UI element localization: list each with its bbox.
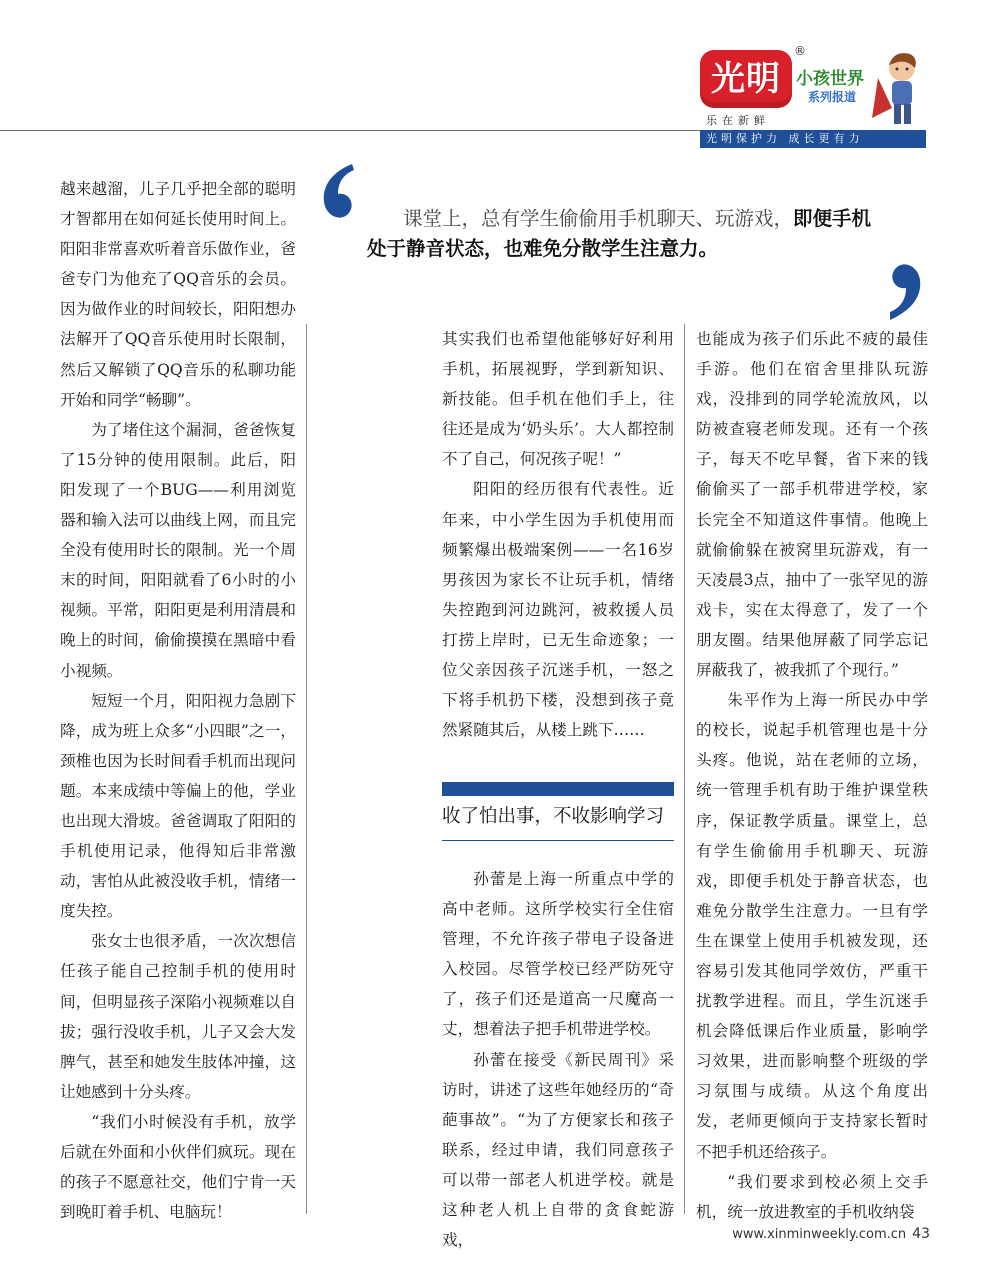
paragraph: 张女士也很矛盾，一次次想信任孩子能自己控制手机的使用时间，但明显孩子深陷小视频难以自拔；强行没收手机，儿子又会大发脾气，甚至和她发生肢体冲撞，这让她感到十分头疼。 — [60, 932, 296, 1101]
brand-tagline-bar: 光明保护力 成长更有力 — [700, 130, 926, 148]
column-divider — [684, 324, 685, 1214]
brand-slogan: 乐在新鲜 — [706, 114, 770, 127]
article-column-1 — [60, 174, 296, 1227]
paragraph: 阳阳的经历很有代表性。近年来，中小学生因为手机使用而频繁爆出极端案例——一名16岁男孩因为家长不让玩手机，情绪失控跑到河边跳河，被救援人员打捞上岸时，已无生命迹象；一位父亲因孩子沉迷手机，一怒之下将手机扔下楼，没想到孩子竟然紧随其后，从楼上跳下…… — [442, 480, 674, 740]
paragraph: 也能成为孩子们乐此不疲的最佳手游。他们在宿舍里排队玩游戏，没排到的同学轮流放风，以防被查寝老师发现。还有一个孩子，每天不吃早餐，省下来的钱偷偷买了一部手机带进学校，家长完全不知道这件事情。他晚上就偷偷躲在被窝里玩游戏，有一天凌晨3点，抽中了一张罕见的游戏卡，实在太得意了，发了一个朋友圈。结果他屏蔽了同学忘记屏蔽我了，被我抓了个现行。” — [696, 330, 928, 680]
superhero-kid-icon — [870, 48, 928, 128]
column-divider — [306, 324, 307, 1214]
paragraph: “我们小时候没有手机，放学后就在外面和小伙伴们疯玩。现在的孩子不愿意社交，他们宁肯一天到晚盯着手机、电脑玩！ — [60, 1112, 296, 1222]
pull-quote — [367, 204, 882, 264]
paragraph: 朱平作为上海一所民办中学的校长，说起手机管理也是十分头疼。他说，站在老师的立场，统一管理手机有助于维护课堂秩序，保证教学质量。课堂上，总有学生偷偷用手机聊天、玩游戏，即便手机处于静音状态，也难免分散学生注意力。一旦有学生在课堂上使用手机被发现，还容易引发其他同学效仿，严重干扰教学进程。而且，学生沉迷手机会降低课后作业质量，影响学习效果，进而影响整个班级的学习氛围与成绩。从这个角度出发，老师更倾向于支持家长暂时不把手机还给孩子。 — [696, 691, 928, 1161]
paragraph: 越来越溜，儿子几乎把全部的聪明才智都用在如何延长使用时间上。阳阳非常喜欢听着音乐做作业，爸爸专门为他充了QQ音乐的会员。因为做作业的时间较长，阳阳想办法解开了QQ音乐使用时长限制，然后又解锁了QQ音乐的私聊功能开始和同学“畅聊”。 — [60, 180, 296, 409]
brand-block — [700, 44, 930, 152]
page-footer — [732, 1226, 930, 1242]
registered-mark: ® — [794, 44, 806, 58]
pull-quote-normal: 课堂上，总有学生偷偷用手机聊天、玩游戏， — [403, 207, 794, 230]
article-column-2-lower — [442, 864, 674, 1255]
close-quote-icon — [884, 258, 928, 322]
pull-quote-bold: 即便手机处于静音状态，也难免分散学生注意力。 — [367, 207, 872, 260]
paragraph: 孙蕾是上海一所重点中学的高中老师。这所学校实行全住宿管理，不允许孩子带电子设备进入校园。尽管学校已经严防死守了，孩子们还是道高一尺魔高一丈，想着法子把手机带进学校。 — [442, 870, 674, 1039]
article-column-3 — [696, 324, 928, 1227]
section-underline — [442, 840, 674, 841]
series-subtitle: 系列报道 — [808, 90, 857, 104]
series-title: 小孩世界 — [796, 69, 864, 89]
paragraph: 其实我们也希望他能够好好利用手机，拓展视野，学到新知识、新技能。但手机在他们手上，往往还是成为‘奶头乐’。大人都控制不了自己，何况孩子呢！” — [442, 330, 674, 469]
paragraph: 短短一个月，阳阳视力急剧下降，成为班上众多“小四眼”之一，颈椎也因为长时间看手机而出现问题。本来成绩中等偏上的他，学业也出现大滑坡。爸爸调取了阳阳的手机使用记录，他得知后非常激动，害怕从此被没收手机，情绪一度失控。 — [60, 691, 296, 921]
page-number: 43 — [912, 1226, 930, 1242]
section-heading: 收了怕出事，不收影响学习 — [442, 806, 665, 827]
open-quote-icon — [316, 162, 356, 224]
section-bar — [442, 782, 674, 796]
paragraph: 为了堵住这个漏洞，爸爸恢复了15分钟的使用限制。此后，阳阳发现了一个BUG——利用浏览器和输入法可以曲线上网，而且完全没有使用时长的限制。光一个周末的时间，阳阳就看了6小时的小视频。平常，阳阳更是利用清晨和晚上的时间，偷偷摸摸在黑暗中看小视频。 — [60, 420, 296, 680]
header-rule — [0, 130, 700, 131]
paragraph: 孙蕾在接受《新民周刊》采访时，讲述了这些年她经历的“奇葩事故”。“为了方便家长和孩子联系，经过申请，我们同意孩子可以带一部老人机进学校。就是这种老人机上自带的贪食蛇游戏， — [442, 1050, 674, 1250]
paragraph: “我们要求到校必须上交手机，统一放进教室的手机收纳袋 — [696, 1172, 928, 1221]
footer-url[interactable]: www.xinminweekly.com.cn — [732, 1227, 907, 1242]
article-column-2 — [442, 324, 674, 745]
brand-logo: 光明 — [700, 50, 792, 108]
